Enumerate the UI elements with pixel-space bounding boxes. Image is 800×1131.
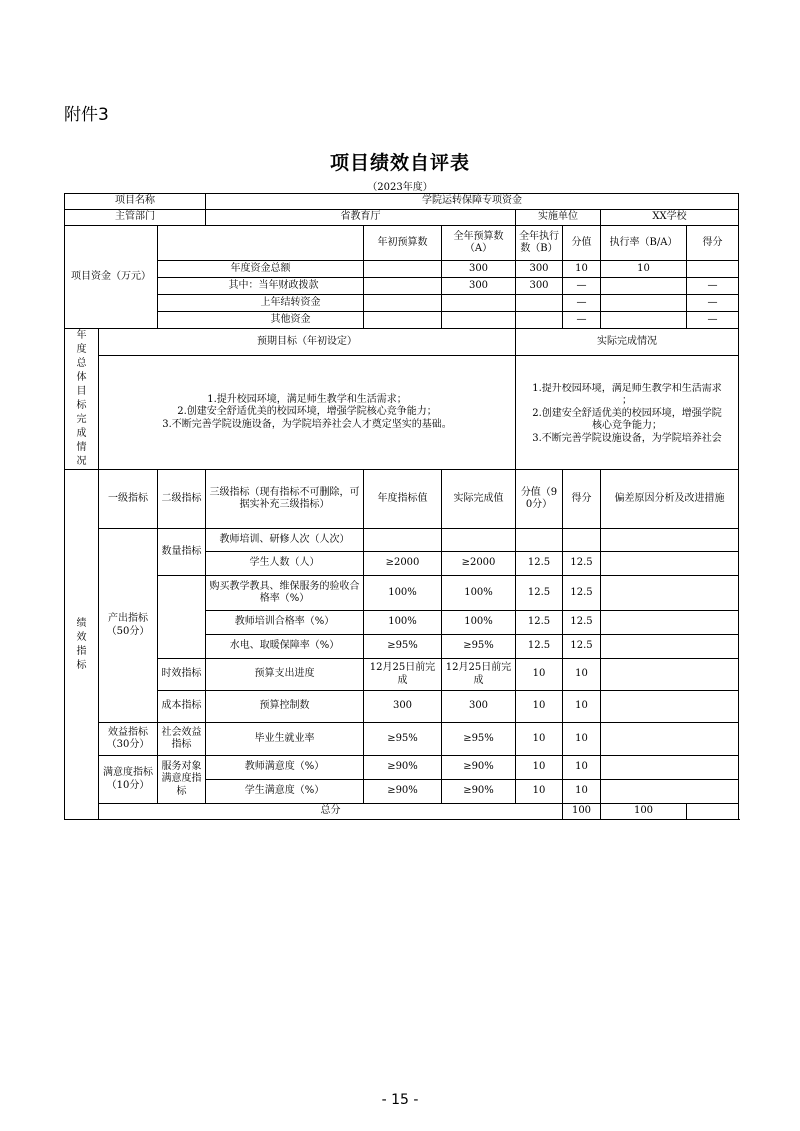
quantity-indicator-label: 数量指标: [158, 529, 206, 576]
attachment-label: 附件3: [64, 105, 109, 125]
indicator-got: 12.5: [563, 611, 601, 635]
indicator-score: 10: [516, 780, 563, 804]
fund-full: [442, 295, 516, 312]
fund-row-name: 年度资金总额: [158, 261, 364, 278]
indicator-name: 毕业生就业率: [206, 723, 364, 756]
indicator-deviation: [601, 576, 739, 611]
indicator-target: ≥95%: [364, 723, 442, 756]
goals-label-text: 年度总体目标完成情况: [76, 330, 87, 467]
timeliness-indicator-label: 时效指标: [158, 659, 206, 691]
expected-line: 1.提升校园环境，满足师生教学和生活需求；: [207, 393, 407, 405]
fund-row-name-text: 其他资金: [270, 313, 311, 325]
indicator-score: [516, 529, 563, 552]
header-l3: 三级指标（现有指标不可删除，可据实补充三级指标）: [206, 470, 364, 529]
perf-label: [65, 470, 99, 820]
indicator-deviation: [601, 529, 739, 552]
fund-exec: 300: [516, 261, 563, 278]
header-exec: 全年执行数（B）: [516, 226, 563, 261]
fund-rate: [601, 278, 687, 295]
fund-score: —: [563, 312, 601, 329]
indicator-got: 12.5: [563, 635, 601, 659]
actual-goal-text: [516, 356, 739, 470]
total-got: 100: [601, 804, 687, 820]
expected-line: 2.创建安全舒适优美的校园环境，增强学院核心竞争能力；: [177, 406, 437, 418]
indicator-name: 教师培训合格率（%）: [206, 611, 364, 635]
indicator-actual: ≥95%: [442, 635, 516, 659]
indicator-got: 10: [563, 659, 601, 691]
funds-label: 项目资金（万元）: [65, 226, 158, 329]
document-year: （2023年度）: [367, 182, 433, 193]
indicator-name: 水电、取暖保障率（%）: [206, 635, 364, 659]
total-label: 总分: [99, 804, 563, 820]
indicator-target: 100%: [364, 576, 442, 611]
fund-row-name-text: 其中：当年财政拨款: [228, 279, 319, 291]
fund-exec: [516, 295, 563, 312]
fund-initial: [364, 278, 442, 295]
indicator-actual: 300: [442, 691, 516, 723]
expected-line: 3.不断完善学院设施设备，为学院培养社会人才奠定坚实的基础。: [162, 418, 452, 430]
indicator-name: 教师培训、研修人次（人次）: [206, 529, 364, 552]
fund-full: 300: [442, 261, 516, 278]
indicator-actual: [442, 529, 516, 552]
expected-goal-label: 预期目标（年初设定）: [99, 329, 516, 356]
indicator-deviation: [601, 659, 739, 691]
indicator-target: ≥90%: [364, 780, 442, 804]
indicator-got: 10: [563, 723, 601, 756]
indicator-actual: ≥90%: [442, 780, 516, 804]
header-l2: 二级指标: [158, 470, 206, 529]
indicator-actual: 100%: [442, 576, 516, 611]
actual-goal-clip: [518, 383, 736, 443]
cost-indicator-label: 成本指标: [158, 691, 206, 723]
indicator-deviation: [601, 552, 739, 576]
indicator-got: 10: [563, 756, 601, 780]
quality-indicator-blank: [158, 576, 206, 659]
header-l1: 一级指标: [99, 470, 158, 529]
header-actual: 实际完成值: [442, 470, 516, 529]
fund-score: —: [563, 278, 601, 295]
performance-table: [64, 193, 739, 820]
header-got: 得分: [687, 226, 739, 261]
actual-line: 3.不断完善学院设施设备，为学院培养社会: [532, 432, 722, 443]
indicator-name: 购买教学教具、维保服务的验收合格率（%）: [206, 576, 364, 611]
indicator-target: ≥2000: [364, 552, 442, 576]
header-got: 得分: [563, 470, 601, 529]
fund-initial: [364, 312, 442, 329]
expected-goal-text: [99, 356, 516, 470]
impl-unit-label: 实施单位: [516, 210, 601, 226]
header-score: 分值（90分）: [516, 470, 563, 529]
fund-row-name: [158, 295, 364, 312]
indicator-target: 12月25日前完成: [364, 659, 442, 691]
indicator-got: 10: [563, 691, 601, 723]
fund-exec: [516, 312, 563, 329]
indicator-target: 300: [364, 691, 442, 723]
fund-score: —: [563, 295, 601, 312]
fund-row-name: [158, 312, 364, 329]
fund-score: 10: [563, 261, 601, 278]
indicator-deviation: [601, 691, 739, 723]
header-deviation: 偏差原因分析及改进措施: [601, 470, 739, 529]
indicator-name: 学生满意度（%）: [206, 780, 364, 804]
indicator-got: 12.5: [563, 576, 601, 611]
indicator-name: 教师满意度（%）: [206, 756, 364, 780]
fund-row-name-text: 上年结转资金: [260, 296, 321, 308]
actual-line: 1.提升校园环境，满足师生教学和生活需求: [532, 382, 722, 394]
actual-line: 2.创建安全舒适优美的校园环境，增强学院: [532, 407, 722, 419]
fund-got: —: [687, 295, 739, 312]
header-target: 年度指标值: [364, 470, 442, 529]
output-indicator-label: 产出指标（50分）: [99, 529, 158, 723]
fund-rate: 10: [601, 261, 687, 278]
indicator-actual: 100%: [442, 611, 516, 635]
header-exec-rate: 执行率（B/A）: [601, 226, 687, 261]
indicator-name: 学生人数（人）: [206, 552, 364, 576]
header-score: 分值: [563, 226, 601, 261]
indicator-score: 12.5: [516, 635, 563, 659]
fund-exec: 300: [516, 278, 563, 295]
fund-initial: [364, 261, 442, 278]
service-satisfaction-label: 服务对象满意度指标: [158, 756, 206, 804]
indicator-target: [364, 529, 442, 552]
actual-line: 核心竞争能力；: [592, 420, 662, 432]
header-initial-budget: 年初预算数: [364, 226, 442, 261]
indicator-deviation: [601, 780, 739, 804]
impl-unit-value: XX学校: [601, 210, 739, 226]
indicator-actual: ≥2000: [442, 552, 516, 576]
fund-got: —: [687, 278, 739, 295]
indicator-deviation: [601, 723, 739, 756]
project-name-value: 学院运转保障专项资金: [206, 194, 739, 210]
benefit-indicator-label: 效益指标（30分）: [99, 723, 158, 756]
fund-got: [687, 261, 739, 278]
fund-initial: [364, 295, 442, 312]
project-name-label: 项目名称: [65, 194, 206, 210]
perf-label-text: 绩效指标: [76, 617, 87, 671]
document-title: 项目绩效自评表: [329, 152, 470, 174]
fund-full: [442, 312, 516, 329]
indicator-actual: ≥90%: [442, 756, 516, 780]
dept-label: 主管部门: [65, 210, 206, 226]
indicator-score: 12.5: [516, 576, 563, 611]
indicator-score: 10: [516, 723, 563, 756]
funds-header-blank: [158, 226, 364, 261]
actual-line: ；: [622, 395, 632, 407]
fund-full: 300: [442, 278, 516, 295]
indicator-score: 10: [516, 659, 563, 691]
indicator-deviation: [601, 635, 739, 659]
fund-row-name: [158, 278, 364, 295]
indicator-got: 12.5: [563, 552, 601, 576]
indicator-target: ≥90%: [364, 756, 442, 780]
indicator-name: 预算控制数: [206, 691, 364, 723]
total-score: 100: [563, 804, 601, 820]
header-full-budget: 全年预算数（A）: [442, 226, 516, 261]
satisfaction-indicator-label: 满意度指标（10分）: [99, 756, 158, 804]
page-number: - 15 -: [381, 1092, 419, 1108]
dept-value: 省教育厅: [206, 210, 516, 226]
social-benefit-label: 社会效益指标: [158, 723, 206, 756]
indicator-actual: ≥95%: [442, 723, 516, 756]
indicator-name: 预算支出进度: [206, 659, 364, 691]
indicator-score: 10: [516, 756, 563, 780]
indicator-got: [563, 529, 601, 552]
indicator-score: 12.5: [516, 611, 563, 635]
indicator-deviation: [601, 611, 739, 635]
fund-rate: [601, 295, 687, 312]
goals-label: [65, 329, 99, 470]
indicator-actual: 12月25日前完成: [442, 659, 516, 691]
indicator-score: 10: [516, 691, 563, 723]
indicator-target: 100%: [364, 611, 442, 635]
indicator-deviation: [601, 756, 739, 780]
actual-goal-label: 实际完成情况: [516, 329, 739, 356]
fund-rate: [601, 312, 687, 329]
indicator-got: 10: [563, 780, 601, 804]
fund-got: —: [687, 312, 739, 329]
total-deviation: [687, 804, 739, 820]
indicator-score: 12.5: [516, 552, 563, 576]
indicator-target: ≥95%: [364, 635, 442, 659]
